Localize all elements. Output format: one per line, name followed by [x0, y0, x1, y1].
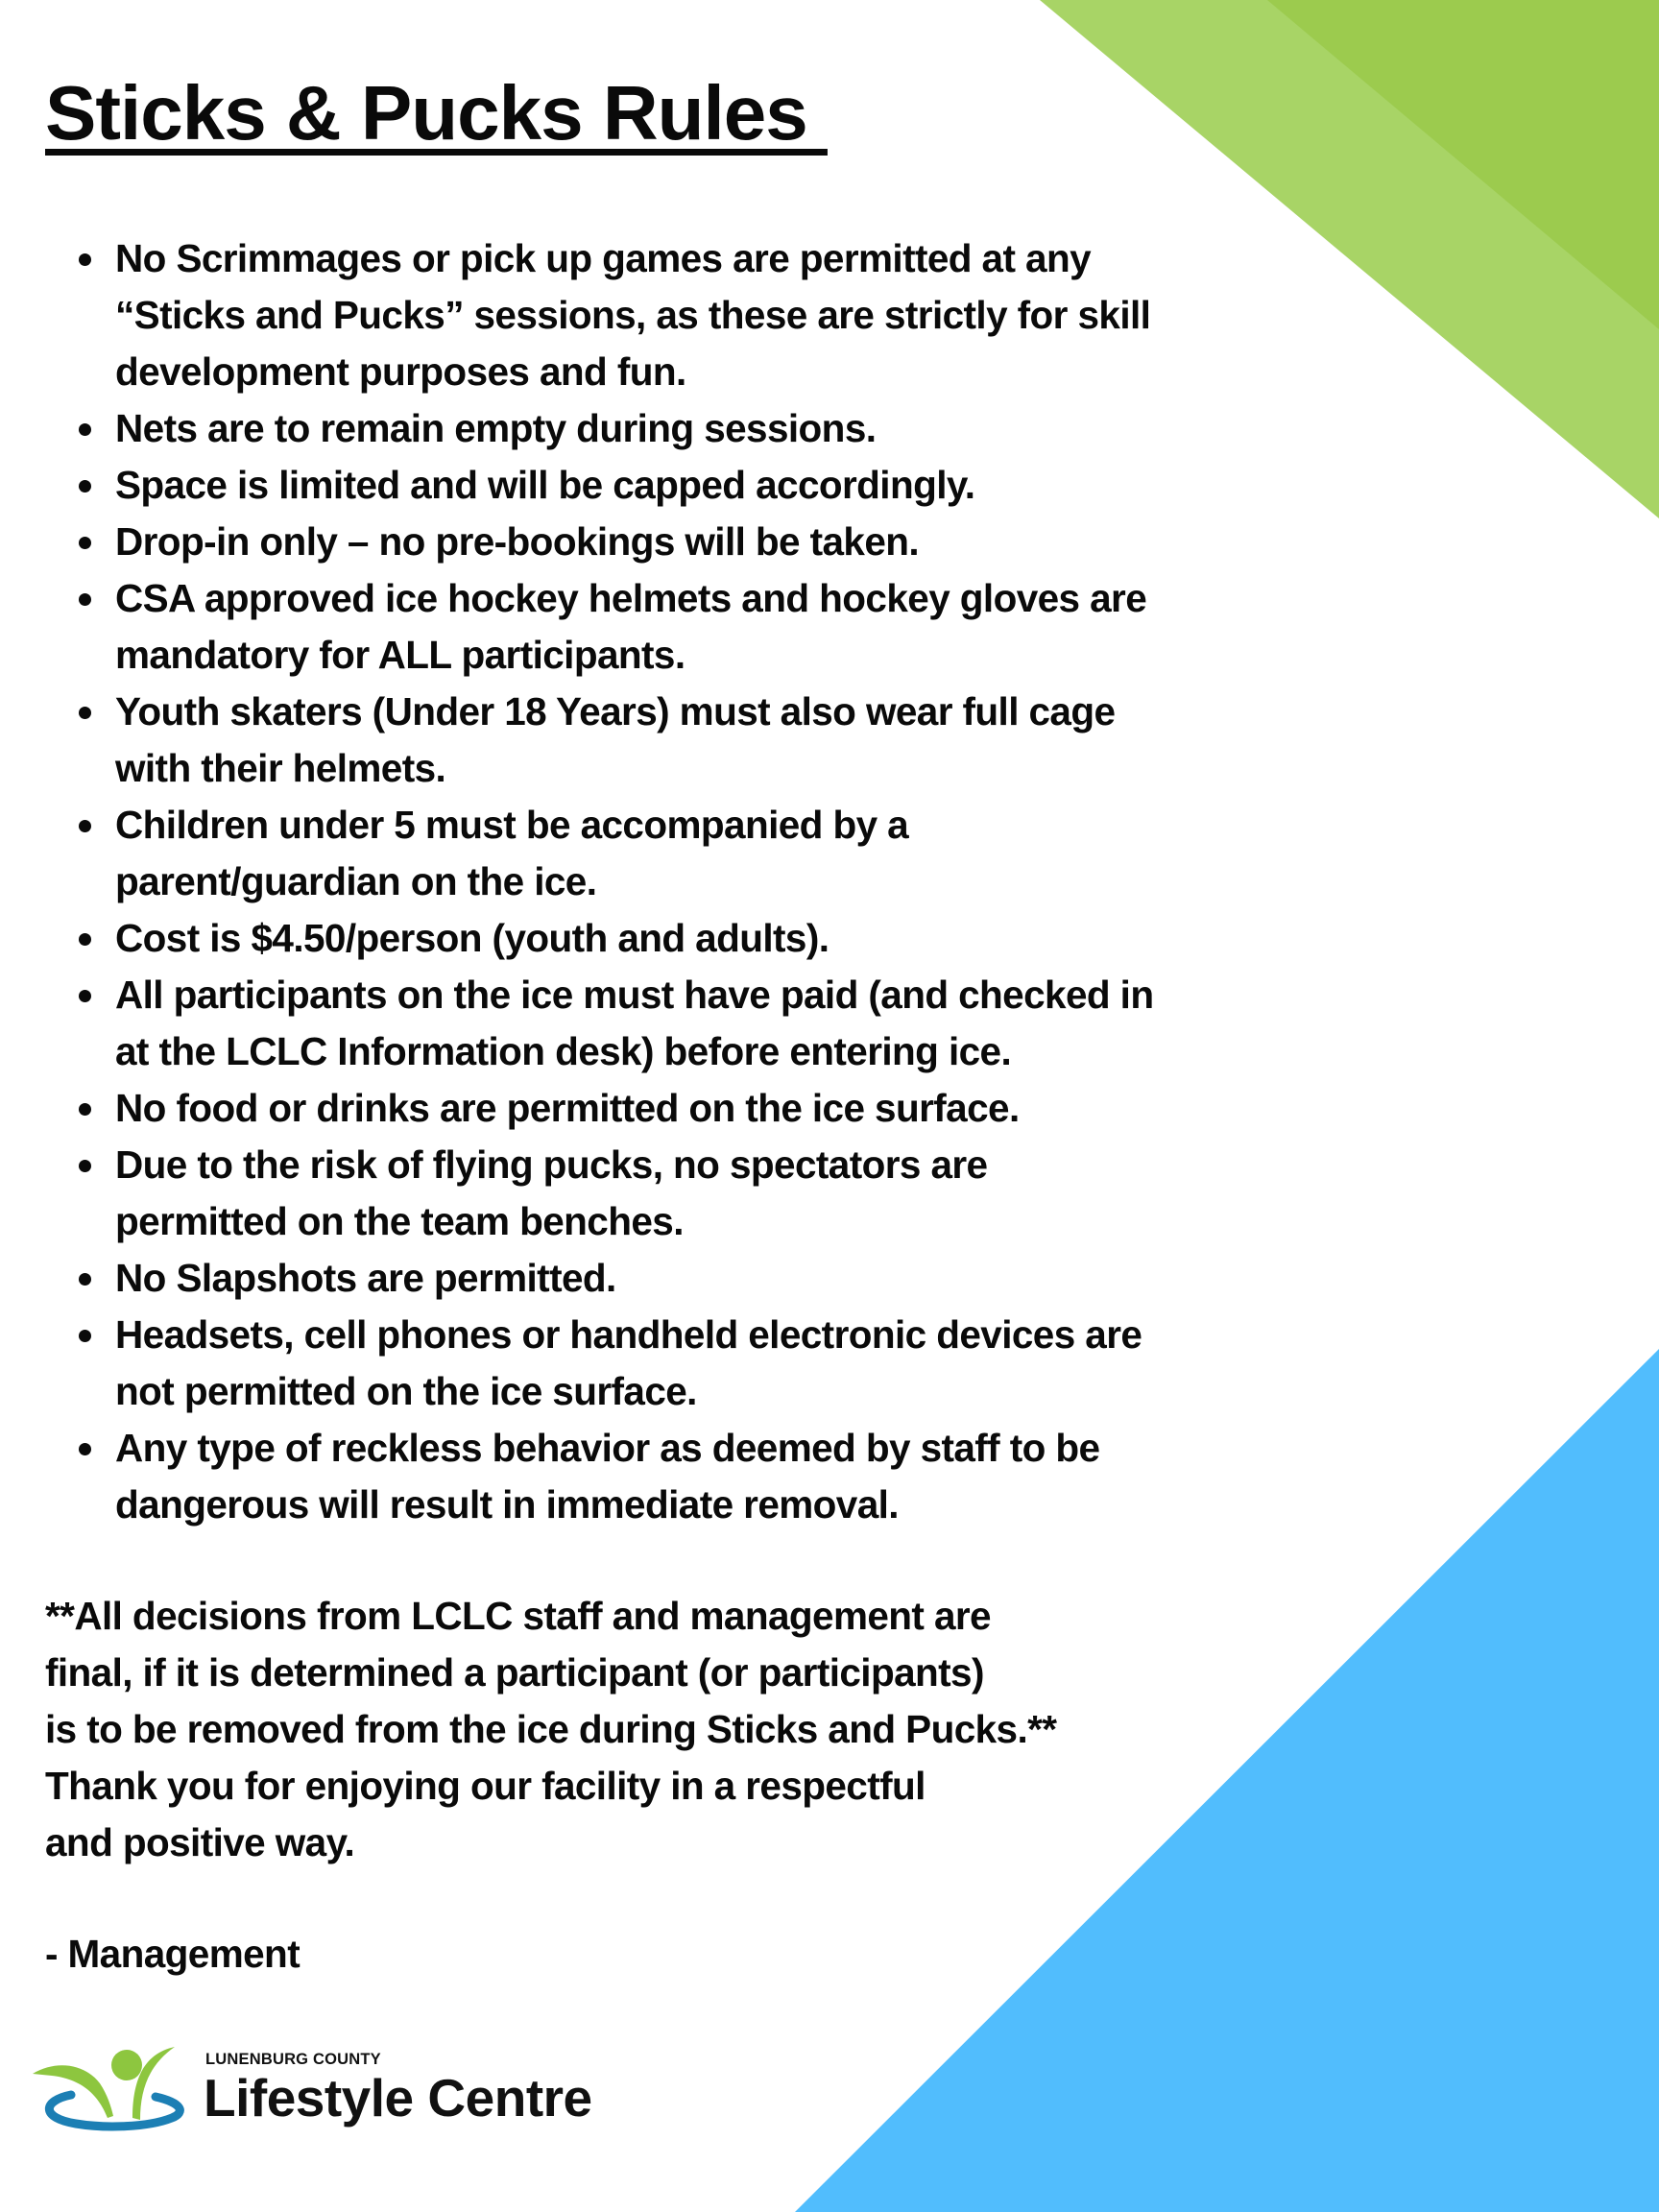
rule-item: Cost is $4.50/person (youth and adults). — [75, 910, 1323, 967]
bullet-icon — [79, 1160, 91, 1172]
bullet-icon — [79, 537, 91, 549]
rule-item: All participants on the ice must have paid (and checked in at the LCLC Information desk) before entering ice. — [75, 967, 1323, 1080]
rule-item: Youth skaters (Under 18 Years) must also wear full cage with their helmets. — [75, 684, 1323, 797]
bullet-icon — [79, 933, 91, 946]
signoff: - Management — [45, 1932, 301, 1976]
logo-title: Lifestyle Centre — [204, 2068, 592, 2128]
bullet-icon — [79, 253, 91, 266]
rule-item: No food or drinks are permitted on the ice surface. — [75, 1080, 1323, 1137]
bullet-icon — [79, 1330, 91, 1342]
rules-list — [75, 230, 1323, 1533]
management-note: **All decisions from LCLC staff and management are final, if it is determined a participant (or participants) is to be removed from the ice during Sticks and Pucks.** Thank you for enjoying our facility in a respectful and positive way. — [45, 1594, 1057, 1864]
bullet-icon — [79, 707, 91, 719]
rule-item: Space is limited and will be capped accordingly. — [75, 457, 1323, 514]
rule-item: No Slapshots are permitted. — [75, 1250, 1323, 1307]
bullet-icon — [79, 423, 91, 436]
logo-subtitle: LUNENBURG COUNTY — [205, 2051, 381, 2068]
bullet-icon — [79, 593, 91, 606]
rule-item: Drop-in only – no pre-bookings will be taken. — [75, 514, 1323, 570]
rule-item: No Scrimmages or pick up games are permitted at any “Sticks and Pucks” sessions, as these are strictly for skill development purposes and fun. — [75, 230, 1323, 400]
rule-item: Any type of reckless behavior as deemed by staff to be dangerous will result in immediate removal. — [75, 1420, 1323, 1533]
rule-item: CSA approved ice hockey helmets and hockey gloves are mandatory for ALL participants. — [75, 570, 1323, 684]
bullet-icon — [79, 480, 91, 493]
rule-item: Children under 5 must be accompanied by a parent/guardian on the ice. — [75, 797, 1323, 910]
lifestyle-centre-logo — [33, 2035, 592, 2131]
logo-figure-icon — [33, 2035, 186, 2131]
page-title: Sticks & Pucks Rules — [45, 70, 828, 156]
rule-item: Nets are to remain empty during sessions. — [75, 400, 1323, 457]
bullet-icon — [79, 1443, 91, 1455]
bullet-icon — [79, 1273, 91, 1286]
bullet-icon — [79, 1103, 91, 1116]
bullet-icon — [79, 990, 91, 1002]
rule-item: Headsets, cell phones or handheld electronic devices are not permitted on the ice surface. — [75, 1307, 1323, 1420]
rule-item: Due to the risk of flying pucks, no spectators are permitted on the team benches. — [75, 1137, 1323, 1250]
bullet-icon — [79, 820, 91, 832]
